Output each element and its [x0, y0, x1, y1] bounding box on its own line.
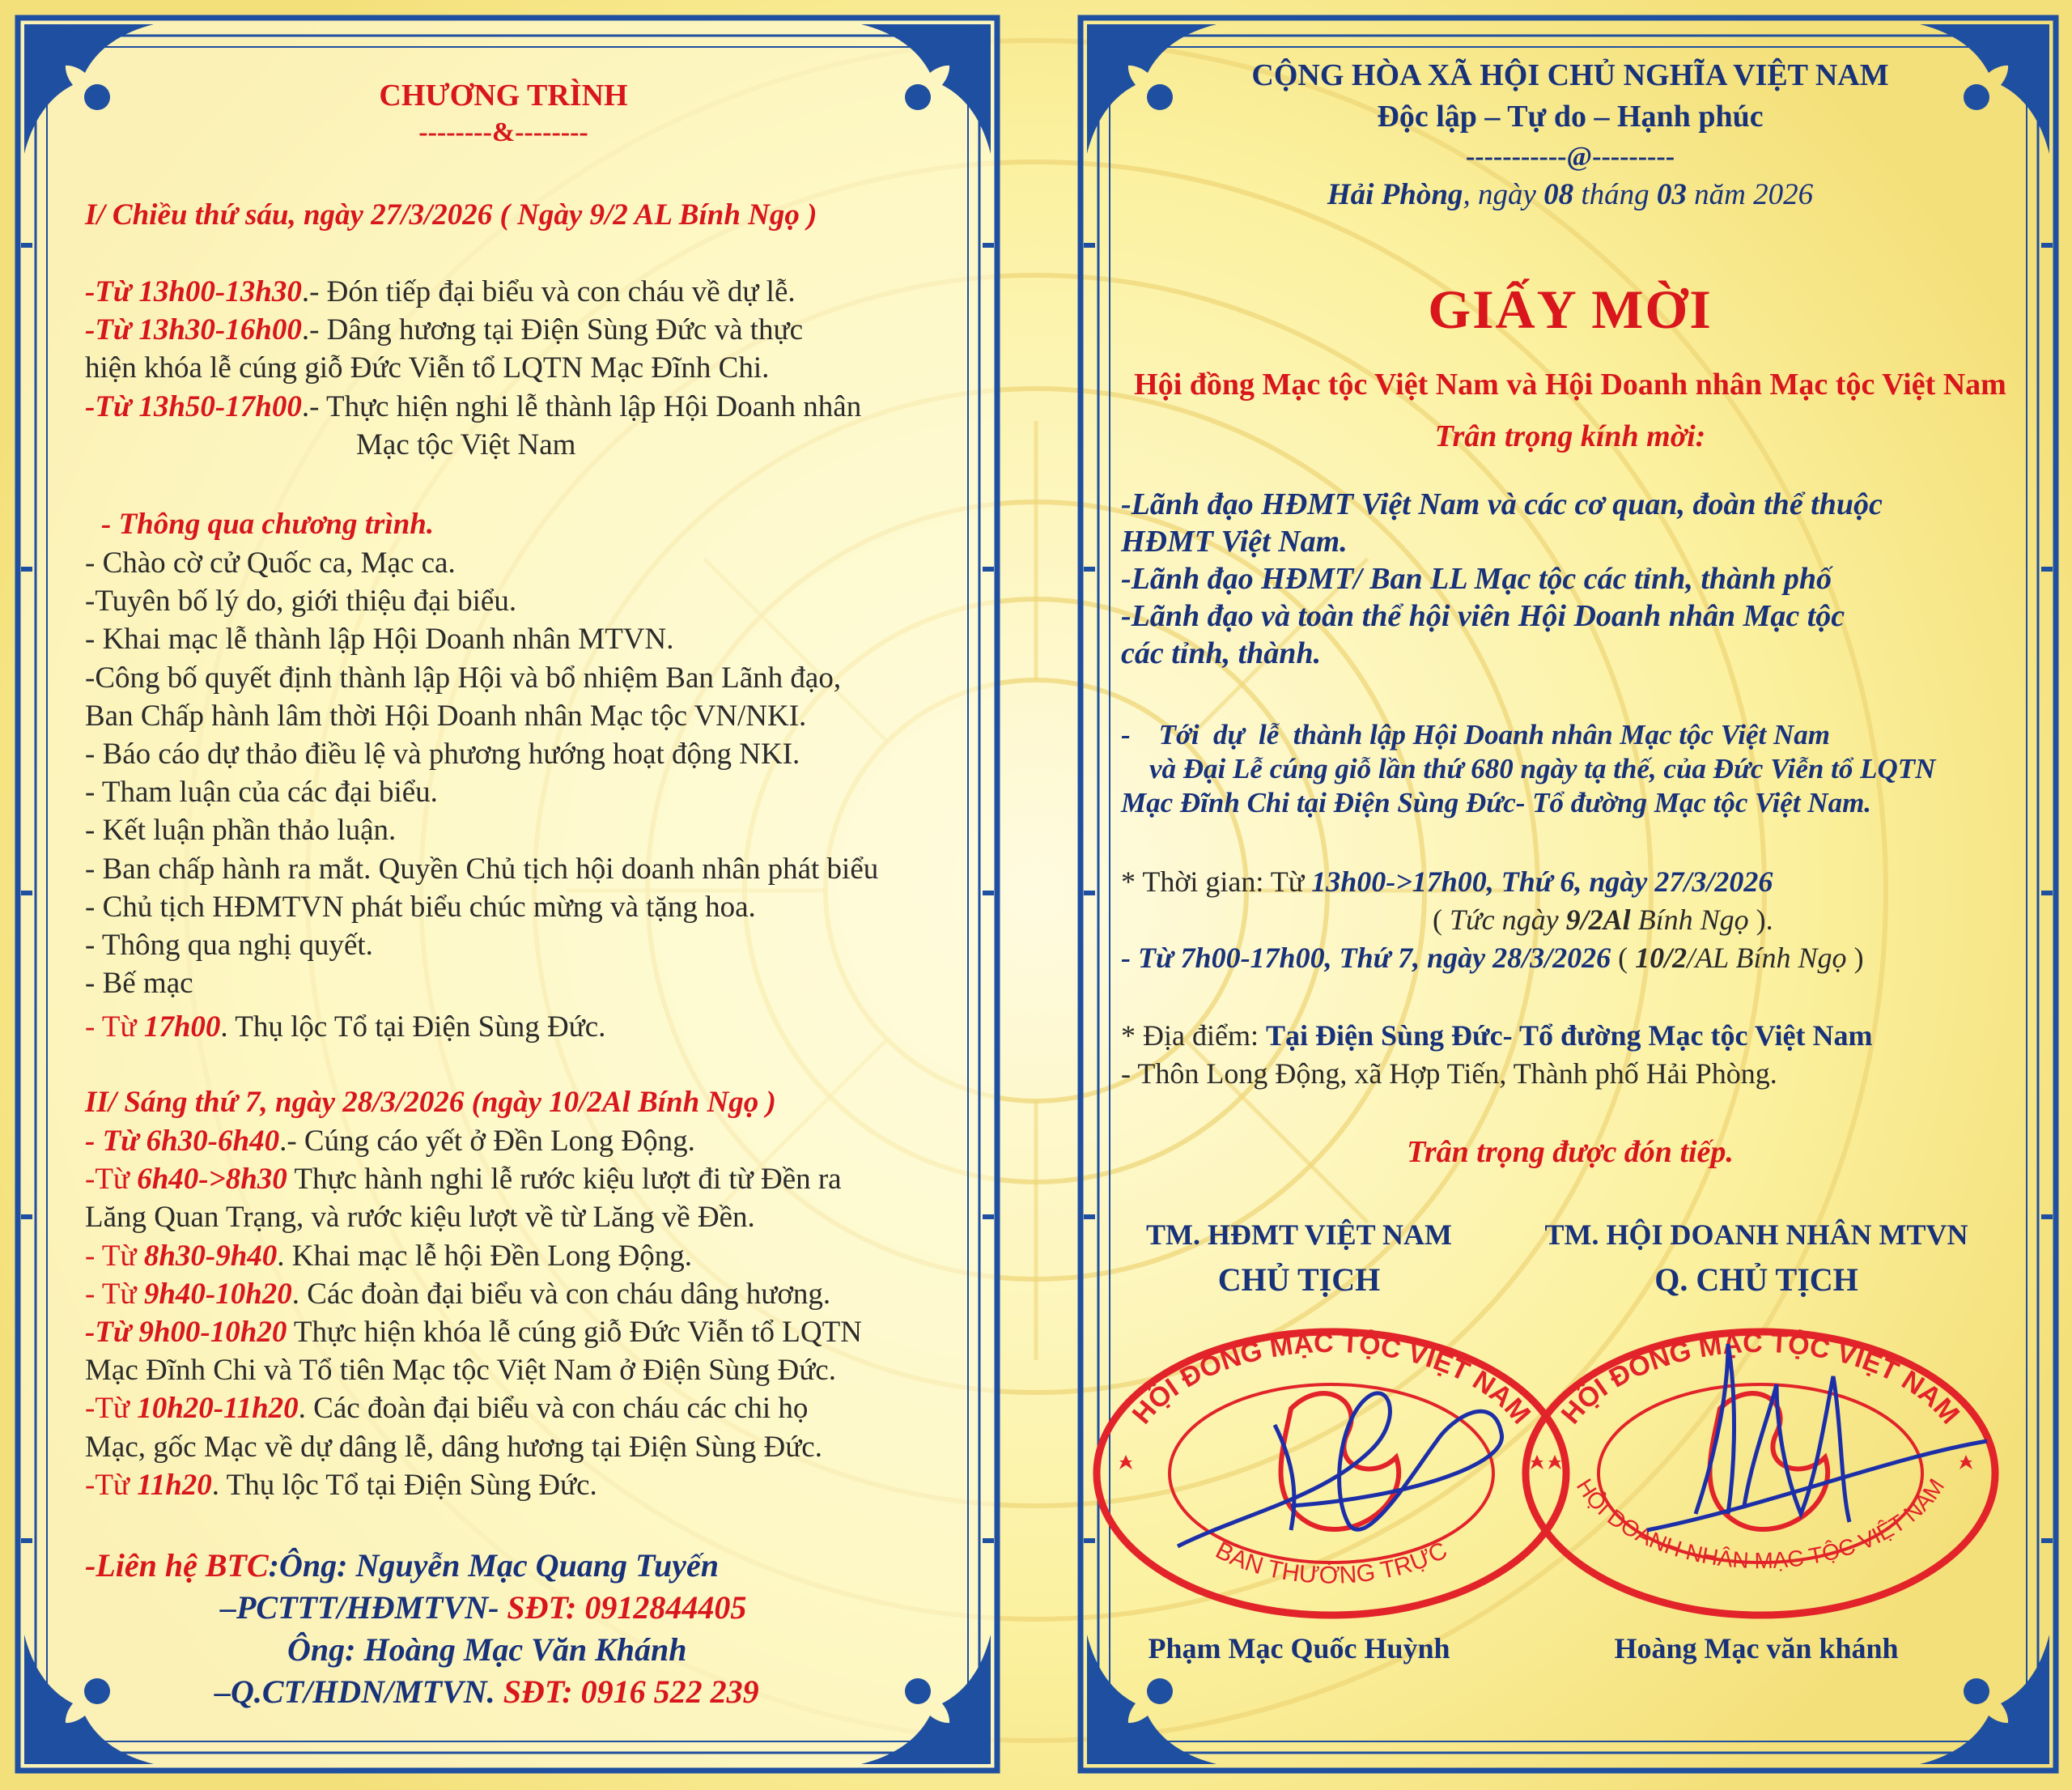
- sign-right-org: TM. HỘI DOANH NHÂN MTVN: [1544, 1218, 1968, 1251]
- agenda-item: - Khai mạc lễ thành lập Hội Doanh nhân MTVN.: [85, 623, 674, 657]
- day2-item-text: . Các đoàn đại biểu và con cháu dâng hương.: [291, 1277, 831, 1311]
- contact-name-1: :Ông: Nguyễn Mạc Quang Tuyến: [268, 1547, 719, 1584]
- day1-item: [85, 349, 861, 387]
- seal-left-top-text: HỘI ĐỒNG MẠC TỘC VIỆT NAM: [1126, 1327, 1537, 1431]
- contact-role-1: –PCTTT/HĐMTVN-: [220, 1589, 507, 1626]
- agenda-last-prefix: - Từ: [85, 1010, 144, 1044]
- day2-item: [85, 1198, 862, 1236]
- day2-item-text: . Các đoàn đại biểu và con cháu các chi họ: [298, 1392, 809, 1426]
- lunar-1-c: Bính Ngọ: [1630, 904, 1749, 936]
- day2-item-text: Thực hiện khóa lễ cúng giỗ Đức Viễn tổ LQTN: [287, 1316, 862, 1350]
- lunar-close-1: ).: [1748, 904, 1773, 936]
- contact-phone-2: SĐT: 0916 522 239: [503, 1673, 759, 1710]
- day2-item: [85, 1466, 862, 1504]
- day2-item-text: Thực hành nghi lễ rước kiệu lượt đi từ Đền ra: [287, 1163, 842, 1197]
- purpose-line: Mạc Đĩnh Chi tại Điện Sùng Đức- Tổ đường Mạc tộc Việt Nam.: [1121, 787, 1872, 818]
- purpose-line: - Tới dự lễ thành lập Hội Doanh nhân Mạc tộc Việt Nam: [1121, 719, 1830, 750]
- invitees-list: [1121, 486, 1883, 672]
- contact-label: -Liên hệ BTC: [85, 1547, 269, 1584]
- seal-right-bottom-text: HỘI DOANH NHÂN MẠC TỘC VIỆT NAM: [1571, 1473, 1950, 1574]
- invitee-line: các tỉnh, thành.: [1121, 636, 1322, 670]
- day2-item-prefix: -Từ: [85, 1163, 138, 1197]
- place-address: - Thôn Long Động, xã Hợp Tiến, Thành phố Hải Phòng.: [1121, 1057, 1777, 1090]
- lunar-open-2: (: [1611, 942, 1636, 974]
- day2-item-text: . Khai mạc lễ hội Đền Long Động.: [277, 1239, 693, 1273]
- header-divider: -----------@---------: [1465, 142, 1675, 172]
- respectfully-invite: Trân trọng kính mời:: [1434, 419, 1706, 453]
- day2-item-time: -Từ 9h00-10h20: [85, 1316, 287, 1350]
- contact-line-3: Ông: Hoàng Mạc Văn Khánh: [287, 1631, 687, 1668]
- corner-ornament-icon: [24, 24, 154, 154]
- day2-item: [85, 1313, 862, 1351]
- agenda-item: -Tuyên bố lý do, giới thiệu đại biểu.: [85, 585, 517, 619]
- day2-item-text: Lăng Quan Trạng, và rước kiệu lượt về từ Lăng về Đền.: [85, 1201, 755, 1235]
- day1-item: [85, 311, 861, 349]
- invitee-line: -Lãnh đạo HĐMT/ Ban LL Mạc tộc các tỉnh, thành phố: [1121, 562, 1832, 596]
- agenda-last-text: . Thụ lộc Tổ tại Điện Sùng Đức.: [220, 1010, 606, 1044]
- agenda-last-item: [85, 1008, 605, 1046]
- day2-item-text: Mạc Đĩnh Chi và Tổ tiên Mạc tộc Việt Nam ở Điện Sùng Đức.: [85, 1354, 836, 1388]
- day1-item-text: .- Dâng hương tại Điện Sùng Đức và thực: [301, 313, 804, 347]
- nation-header: CỘNG HÒA XÃ HỘI CHỦ NGHĨA VIỆT NAM: [1251, 58, 1889, 92]
- day2-item-text: .- Cúng cáo yết ở Đền Long Động.: [279, 1125, 695, 1158]
- star-icon: [1119, 1455, 1972, 1469]
- agenda-item: -Công bố quyết định thành lập Hội và bổ nhiệm Ban Lãnh đạo,: [85, 661, 842, 695]
- date-day: 08: [1543, 178, 1574, 211]
- sign-right-name: Hoàng Mạc văn khánh: [1614, 1632, 1899, 1665]
- day2-list: [85, 1122, 862, 1504]
- day2-item-prefix: -Từ: [85, 1392, 138, 1426]
- agenda-item: - Thông qua nghị quyết.: [85, 929, 373, 963]
- invitee-line: -Lãnh đạo HĐMT Việt Nam và các cơ quan, đoàn thể thuộc: [1121, 487, 1883, 521]
- agenda-item: - Ban chấp hành ra mắt. Quyền Chủ tịch hội doanh nhân phát biểu: [85, 852, 879, 886]
- program-divider: --------&--------: [418, 117, 588, 147]
- contact-line-2: [220, 1588, 746, 1626]
- day1-item-text: .- Đón tiếp đại biểu và con cháu về dự lễ.: [301, 275, 796, 308]
- invitee-line: -Lãnh đạo và toàn thể hội viên Hội Doanh nhân Mạc tộc: [1121, 599, 1845, 633]
- time-label: * Thời gian: Từ: [1121, 865, 1312, 898]
- day2-item-text: . Thụ lộc Tổ tại Điện Sùng Đức.: [211, 1468, 597, 1502]
- lunar-1-a: Tức ngày: [1450, 904, 1566, 936]
- time-1-value: 13h00->17h00, Thứ 6, ngày 27/3/2026: [1311, 865, 1773, 898]
- day2-item-time: 6h40->8h30: [137, 1163, 287, 1197]
- agenda-item: - Chào cờ cử Quốc ca, Mạc ca.: [85, 546, 456, 580]
- lunar-2-a: 10/2: [1635, 942, 1688, 974]
- agenda-item: - Báo cáo dự thảo điều lệ và phương hướng hoạt động NKI.: [85, 738, 800, 772]
- agenda-item: - Kết luận phần thảo luận.: [85, 814, 397, 848]
- purpose-list: [1121, 718, 1935, 820]
- sign-left-name: Phạm Mạc Quốc Huỳnh: [1148, 1632, 1450, 1665]
- day1-item-text: Mạc tộc Việt Nam: [356, 427, 576, 461]
- day1-item: [85, 426, 861, 464]
- day1-item-time: -Từ 13h50-17h00: [85, 389, 302, 423]
- seal-left-bottom-text: BAN THƯỜNG TRỰC: [1211, 1537, 1452, 1589]
- agenda-item: Ban Chấp hành lâm thời Hội Doanh nhân Mạc tộc VN/NKI.: [85, 699, 807, 733]
- lunar-open-1: (: [1433, 904, 1450, 936]
- agenda-item: - Tham luận của các đại biểu.: [85, 776, 438, 810]
- day2-item-time: - Từ 6h30-6h40: [85, 1125, 280, 1158]
- agenda-item: - Bế mạc: [85, 967, 193, 1001]
- program-title: CHƯƠNG TRÌNH: [379, 79, 628, 113]
- day1-list: [85, 273, 861, 464]
- day2-item: [85, 1389, 862, 1427]
- motto: Độc lập – Tự do – Hạnh phúc: [1377, 100, 1764, 134]
- day2-item-time: 9h40-10h20: [143, 1277, 292, 1311]
- agenda-heading: - Thông qua chương trình.: [101, 508, 435, 541]
- day2-item-time: 11h20: [137, 1468, 212, 1502]
- contact-phone-1: SĐT: 0912844405: [507, 1589, 747, 1626]
- purpose-line: và Đại Lễ cúng giỗ lần thứ 680 ngày tạ thế, của Đức Viễn tổ LQTN: [1121, 753, 1936, 784]
- day2-item-time: 10h20-11h20: [137, 1392, 299, 1426]
- day2-item-prefix: - Từ: [85, 1277, 144, 1311]
- day2-item-prefix: - Từ: [85, 1239, 144, 1273]
- day2-item-time: 8h30-9h40: [143, 1239, 278, 1273]
- contact-role-2: –Q.CT/HDN/MTVN.: [214, 1673, 503, 1710]
- day1-item-text: .- Thực hiện nghi lễ thành lập Hội Doanh nhân: [301, 389, 862, 423]
- sign-right-role: Q. CHỦ TỊCH: [1654, 1261, 1858, 1298]
- invitation-title: GIẤY MỜI: [1428, 278, 1713, 340]
- date-text-3: năm 2026: [1686, 178, 1814, 211]
- place-line: [1121, 1017, 1872, 1055]
- agenda-item: - Chủ tịch HĐMTVN phát biểu chúc mừng và tặng hoa.: [85, 890, 756, 924]
- date-line: [1117, 176, 2023, 214]
- place-label: * Địa điểm:: [1121, 1019, 1266, 1052]
- invitee-line: HĐMT Việt Nam.: [1121, 525, 1348, 559]
- lunar-1-b: 9/2Al: [1565, 904, 1631, 936]
- day2-item: [85, 1351, 862, 1389]
- day2-item: [85, 1237, 862, 1275]
- sign-left-role: CHỦ TỊCH: [1217, 1261, 1381, 1298]
- sign-left-org: TM. HĐMT VIỆT NAM: [1145, 1218, 1453, 1251]
- seals: [1081, 1320, 2056, 1627]
- day1-heading: I/ Chiều thứ sáu, ngày 27/3/2026 ( Ngày 9/2 AL Bính Ngọ ): [85, 198, 817, 232]
- day2-item-prefix: -Từ: [85, 1468, 138, 1502]
- date-text-2: tháng: [1573, 178, 1657, 211]
- time-line-1: [1121, 863, 1773, 901]
- agenda-last-time: 17h00: [143, 1010, 221, 1044]
- time-line-1-lunar: [1433, 901, 1773, 939]
- day2-item: [85, 1275, 862, 1313]
- date-text-1: , ngày: [1463, 178, 1544, 211]
- host-line: Hội đồng Mạc tộc Việt Nam và Hội Doanh nhân Mạc tộc Việt Nam: [1134, 368, 2006, 402]
- day1-item-time: -Từ 13h30-16h00: [85, 313, 302, 347]
- lunar-2-b: /AL Bính Ngọ: [1687, 942, 1847, 974]
- day2-item: [85, 1160, 862, 1198]
- day1-item: [85, 273, 861, 311]
- time-line-2: [1121, 939, 1864, 977]
- day1-item-text: hiện khóa lễ cúng giỗ Đức Viễn tổ LQTN Mạc Đĩnh Chi.: [85, 351, 770, 385]
- day1-item-time: -Từ 13h00-13h30: [85, 275, 302, 308]
- day2-item: [85, 1428, 862, 1466]
- day2-item: [85, 1122, 862, 1160]
- place-value: Tại Điện Sùng Đức- Tổ đường Mạc tộc Việt Nam: [1265, 1019, 1873, 1052]
- welcome-line: Trân trọng được đón tiếp.: [1407, 1135, 1734, 1169]
- agenda-list: [85, 544, 878, 1002]
- date-place: Hải Phòng: [1327, 178, 1463, 211]
- day2-heading: II/ Sáng thứ 7, ngày 28/3/2026 (ngày 10/2Al Bính Ngọ ): [85, 1086, 776, 1119]
- time-2-value: - Từ 7h00-17h00, Thứ 7, ngày 28/3/2026: [1121, 942, 1611, 974]
- day2-item-text: Mạc, gốc Mạc về dự dâng lễ, dâng hương tại Điện Sùng Đức.: [85, 1430, 822, 1464]
- contact-line-1: [85, 1546, 719, 1584]
- lunar-close-2: ): [1846, 942, 1864, 974]
- date-month: 03: [1656, 178, 1687, 211]
- seal-right-top-text: HỘI ĐỒNG MẠC TỘC VIỆT NAM: [1555, 1327, 1966, 1431]
- contact-line-4: [214, 1673, 759, 1711]
- day1-item: [85, 388, 861, 426]
